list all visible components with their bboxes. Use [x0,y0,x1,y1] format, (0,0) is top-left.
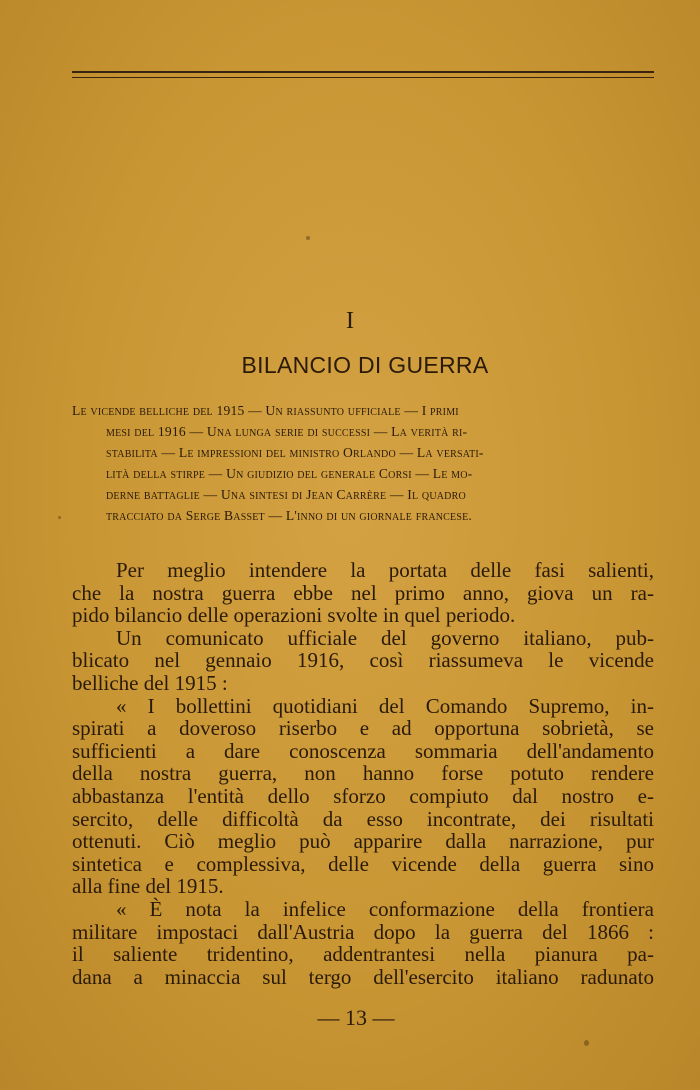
summary-line: lità della stirpe — Un giudizio del generale Corsi — Le mo- [106,466,473,481]
paper-speck [306,236,310,240]
body-line: alla fine del 1915. [72,874,224,899]
header-rule-top [72,71,654,73]
paper-speck [58,516,61,519]
body-line: ottenuti. Ciò meglio può apparire dalla narrazione, pur [72,829,654,854]
body-line: della nostra guerra, non hanno forse potuto rendere [72,761,654,786]
body-line: il saliente tridentino, addentrantesi nella pianura pa- [72,942,654,967]
body-line: che la nostra guerra ebbe nel primo anno, giova un ra- [72,580,654,605]
summary-line: stabilita — Le impressioni del ministro Orlando — La versati- [106,445,484,460]
body-line: spirati a doveroso riserbo e ad opportuna sobrietà, se [72,716,654,741]
body-line: « I bollettini quotidiani del Comando Supremo, in- [116,693,654,718]
body-line: militare impostaci dall'Austria dopo la guerra del 1866 : [72,919,654,944]
chapter-title: BILANCIO DI GUERRA [241,352,489,378]
body-line: pido bilancio delle operazioni svolte in quel periodo. [72,603,516,628]
summary-line: mesi del 1916 — Una lunga serie di successi — La verità ri- [106,424,468,439]
body-line: abbastanza l'entità dello sforzo compiuto dal nostro e- [72,783,654,808]
paper-speck [584,1040,589,1046]
body-line: blicato nel gennaio 1916, così riassumeva le vicende [72,648,654,673]
body-line: sufficienti a dare conoscenza sommaria dell'andamento [72,738,654,763]
body-line: belliche del 1915 : [72,670,228,695]
summary-line: tracciato da Serge Basset — L'inno di un giornale francese. [106,508,473,523]
chapter-number: I [346,308,354,334]
body-line: dana a minaccia sul tergo dell'esercito italiano radunato [72,964,654,989]
body-text [72,559,654,988]
chapter-summary [72,400,654,526]
body-line: Un comunicato ufficiale del governo italiano, pub- [116,625,654,650]
page-number: — 13 — [317,1005,395,1030]
summary-line: derne battaglie — Una sintesi di Jean Carrère — Il quadro [106,487,466,502]
body-line: Per meglio intendere la portata delle fasi salienti, [116,558,654,582]
body-line: sercito, delle difficoltà da esso incontrate, dei risultati [72,806,654,831]
summary-line: Le vicende belliche del 1915 — Un riassunto ufficiale — I primi [72,403,459,418]
header-rule-bottom [72,77,654,78]
body-line: « È nota la infelice conformazione della frontiera [116,896,654,921]
body-line: sintetica e complessiva, delle vicende della guerra sino [72,851,654,876]
